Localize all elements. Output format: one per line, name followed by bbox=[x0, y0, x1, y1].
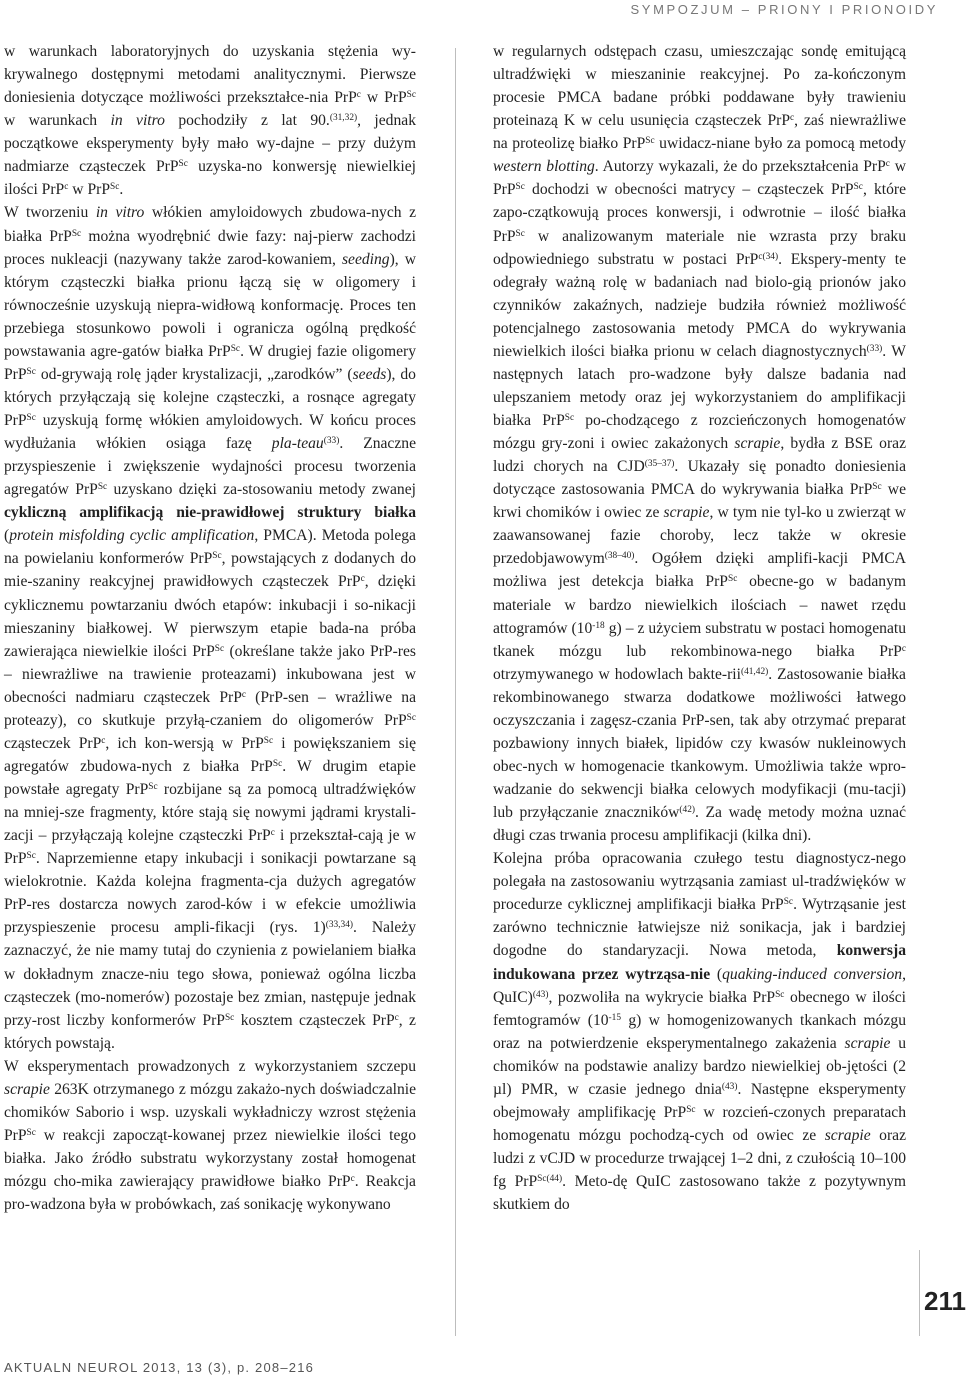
running-header: SYMPOZJUM – PRIONY I PRIONOIDY bbox=[630, 2, 938, 17]
paragraph: W tworzeniu in vitro włókien amyloidowych zbudowa-nych z białka PrP$^{Sc}$ można wyodrębnić dwie fazy: naj-pierw zachodzi proces nukleacji (nazywany także zarod-kowaniem, seeding), w którym cząsteczki białka prionu łączą się w oligomery i równocześnie uzyskują niepra-widłową konformację. Proces ten przebiega stosunkowo powoli i ogranicza ogólną prędkość powstawania agre-gatów białka PrP$^{Sc}$. W drugiej fazie oligomery PrP$^{Sc}$ od-grywają rolę jąder krystalizacji, „zarodków” (seeds), do których przyłączają się kolejne cząsteczki, a rosnące agregaty PrP$^{Sc}$ uzyskują formę włókien amyloidowych. W końcu proces wydłużania włókien osiąga fazę pla-teau$^{(33)}$. Znaczne przyspieszenie i zwiększenie wydajności procesu tworzenia agregatów PrP$^{Sc}$ uzyskano dzięki za-stosowaniu metody zwanej cykliczną amplifikacją nie-prawidłowej struktury białka (protein misfolding cyclic amplification, PMCA). Metoda polega na powielaniu konformerów PrP$^{Sc}$, powstających z dodanych do mie-szaniny reakcyjnej prawidłowych cząsteczek PrP$^c$, dzięki cyklicznemu powtarzaniu dwóch etapów: inkubacji i so-nikacji mieszaniny białkowej. W pierwszym etapie bada-na próba zawierająca niewielkie ilości PrP$^{Sc}$ (określane także jako PrP-res – niewrażliwe na trawienie proteazami) inkubowana jest w obecności nadmiaru cząsteczek PrP$^c$ (PrP-sen – wrażliwe na proteazy), co skutkuje przyłą-czaniem do oligomerów PrP$^{Sc}$ cząsteczek PrP$^c$, ich kon-wersją w PrP$^{Sc}$ i powiększaniem się agregatów zbudowa-nych z białka PrP$^{Sc}$. W drugim etapie powstałe agregaty PrP$^{Sc}$ rozbijane są za pomocą ultradźwięków na mniej-sze fragmenty, które stają się nowymi jądrami krystali-zacji – przyłączają kolejne cząsteczki PrP$^c$ i przekształ-cają je w PrP$^{Sc}$. Naprzemienne etapy inkubacji i sonikacji powtarzane są wielokrotnie. Każda kolejna fragmenta-cja dużych agregatów PrP-res dostarcza nowych zarod-ków i w efekcie umożliwia przyspieszenie procesu ampli-fikacji (rys. 1)$^{(33,34)}$. Należy zaznaczyć, że nie mamy tutaj do czynienia z powielaniem białka w dokładnym znacze-niu tego słowa, ponieważ ogólna liczba cząsteczek (mo-nomerów) pozostaje bez zmian, następuje jednak przy-rost liczby konformerów PrP$^{Sc}$ kosztem cząsteczek PrP$^c$, z których powstają. bbox=[4, 204, 416, 1052]
right-column bbox=[493, 40, 906, 1216]
paragraph: W eksperymentach prowadzonych z wykorzystaniem szczepu scrapie 263K otrzymanego z mózgu zakażo-nych doświadczalnie chomików Saborio i wsp. uzyskali wykładniczy wzrost stężenia PrP$^{Sc}$ w reakcji zapocząt-kowanej przez niewielkie ilości tego białka. Jako źródło substratu wykorzystany został homogenat mózgu cho-mika zawierający prawidłowe białko PrP$^c$. Reakcja pro-wadzona była w probówkach, zaś sonikację wykonywano bbox=[4, 1057, 416, 1214]
journal-citation: AKTUALN NEUROL 2013, 13 (3), p. 208–216 bbox=[4, 1360, 315, 1375]
page-number: 211 bbox=[924, 1286, 966, 1316]
paragraph: Kolejna próba opracowania czułego testu diagnostycz-nego polegała na zastosowaniu wytrząsania zamiast ul-tradźwięków w procedurze cyklicznej amplifikacji białka PrP$^{Sc}$. Wytrząsanie jest zarówno technicznie łatwiejsze niż sonikacja, jak i bardziej dogodne do standaryzacji. Nowa metoda, konwersja indukowana przez wytrząsa-nie (quaking-induced conversion, QuIC)$^{(43)}$, pozwoliła na wykrycie białka PrP$^{Sc}$ obecnego w ilości femtogramów ($10^{-15}$ g) w homogenizowanych tkankach mózgu oraz na potwierdzenie eksperymentalnego zakażenia scrapie u chomików na podstawie analizy bardzo niewielkiej ob-jętości (2 µl) PMR, w czasie jednego dnia$^{(43)}$. Następne eksperymenty obejmowały amplifikację PrP$^{Sc}$ w rozcień-czonych preparatach homogenatu mózgu pochodzą-cych od owiec ze scrapie oraz ludzi z vCJD w procedurze trwającej 1–2 dni, z czułością 10–100 fg PrP$^{Sc(44)}$. Meto-dę QuIC zastosowano także z pozytywnym skutkiem do bbox=[493, 850, 907, 1214]
paragraph: w regularnych odstępach czasu, umieszczając sondę emitującą ultradźwięki w mieszaninie reakcyjnej. Po za-kończonym procesie PMCA badane próbki poddawane były trawieniu proteinazą K w celu usunięcia cząsteczek PrP$^c$, zaś niewrażliwe na proteolizę białko PrP$^{Sc}$ uwidacz-niane było za pomocą metody western blotting. Autorzy wykazali, że do przekształcenia PrP$^c$ w PrP$^{Sc}$ dochodzi w obecności matrycy – cząsteczek PrP$^{Sc}$, które zapo-czątkowują proces konwersji, i odwrotnie – ilość białka PrP$^{Sc}$ w analizowanym materiale nie wzrasta przy braku odpowiedniego substratu w postaci PrP$^{c(34)}$. Ekspery-menty te odegrały ważną rolę w badaniach nad biolo-gią prionów jako czynników zakaźnych, nadzieje budziła również możliwość potencjalnego zastosowania metody PMCA do wykrywania niewielkich ilości białka prionu w celach diagnostycznych$^{(33)}$. W następnych latach pro-wadzone były dalsze badania nad ulepszaniem metody oraz jej wykorzystaniem do amplifikacji białka PrP$^{Sc}$ po-chodzącego z rozcieńczonych homogenatów mózgu gry-zoni i owiec zakażonych scrapie, bydła z BSE oraz ludzi chorych na CJD$^{(35-37)}$. Ukazały się ponadto doniesienia dotyczące zastosowania PMCA do wykrywania białka PrP$^{Sc}$ we krwi chomików i owiec ze scrapie, w tym nie tyl-ko u zwierząt w zaawansowanej fazie choroby, lecz także w okresie przedobjawowym$^{(38-40)}$. Ogółem dzięki amplifi-kacji PMCA możliwa jest detekcja białka PrP$^{Sc}$ obecne-go w badanym materiale w bardzo niewielkich ilościach – nawet rzędu attogramów ($10^{-18}$ g) – z użyciem substratu w postaci homogenatu tkanek mózgu lub rekombinowa-nego białka PrP$^c$ otrzymywanego w hodowlach bakte-rii$^{(41,42)}$. Zastosowanie białka rekombinowanego stwarza dodatkowe możliwości łatwego oczyszczania i zagęsz-czania PrP-sen, tak aby otrzymać preparat pozbawiony innych białek, lipidów czy kwasów nukleinowych obec-nych w homogenacie tkankowym. Umożliwia także wpro-wadzanie do sekwencji białka celowych modyfikacji (mu-tacji) lub przyłączanie znaczników$^{(42)}$. Za wadę metody można uznać długi czas trwania procesu amplifikacji (kilka dni). bbox=[493, 43, 907, 845]
paragraph: w warunkach laboratoryjnych do uzyskania stężenia wy-krywalnego dostępnymi metodami analitycznymi. Pierwsze doniesienia dotyczące możliwości przekształce-nia PrP$^c$ w PrP$^{Sc}$ w warunkach in vitro pochodziły z lat 90.$^{(31,32)}$, jednak początkowe eksperymenty były mało wy-dajne – przy dużym nadmiarze cząsteczek PrP$^{Sc}$ uzyska-no konwersję niewielkiej ilości PrP$^c$ w PrP$^{Sc}$. bbox=[4, 43, 417, 199]
left-column bbox=[4, 40, 416, 1216]
column-divider bbox=[455, 48, 456, 1336]
page-number-divider bbox=[919, 1250, 920, 1336]
